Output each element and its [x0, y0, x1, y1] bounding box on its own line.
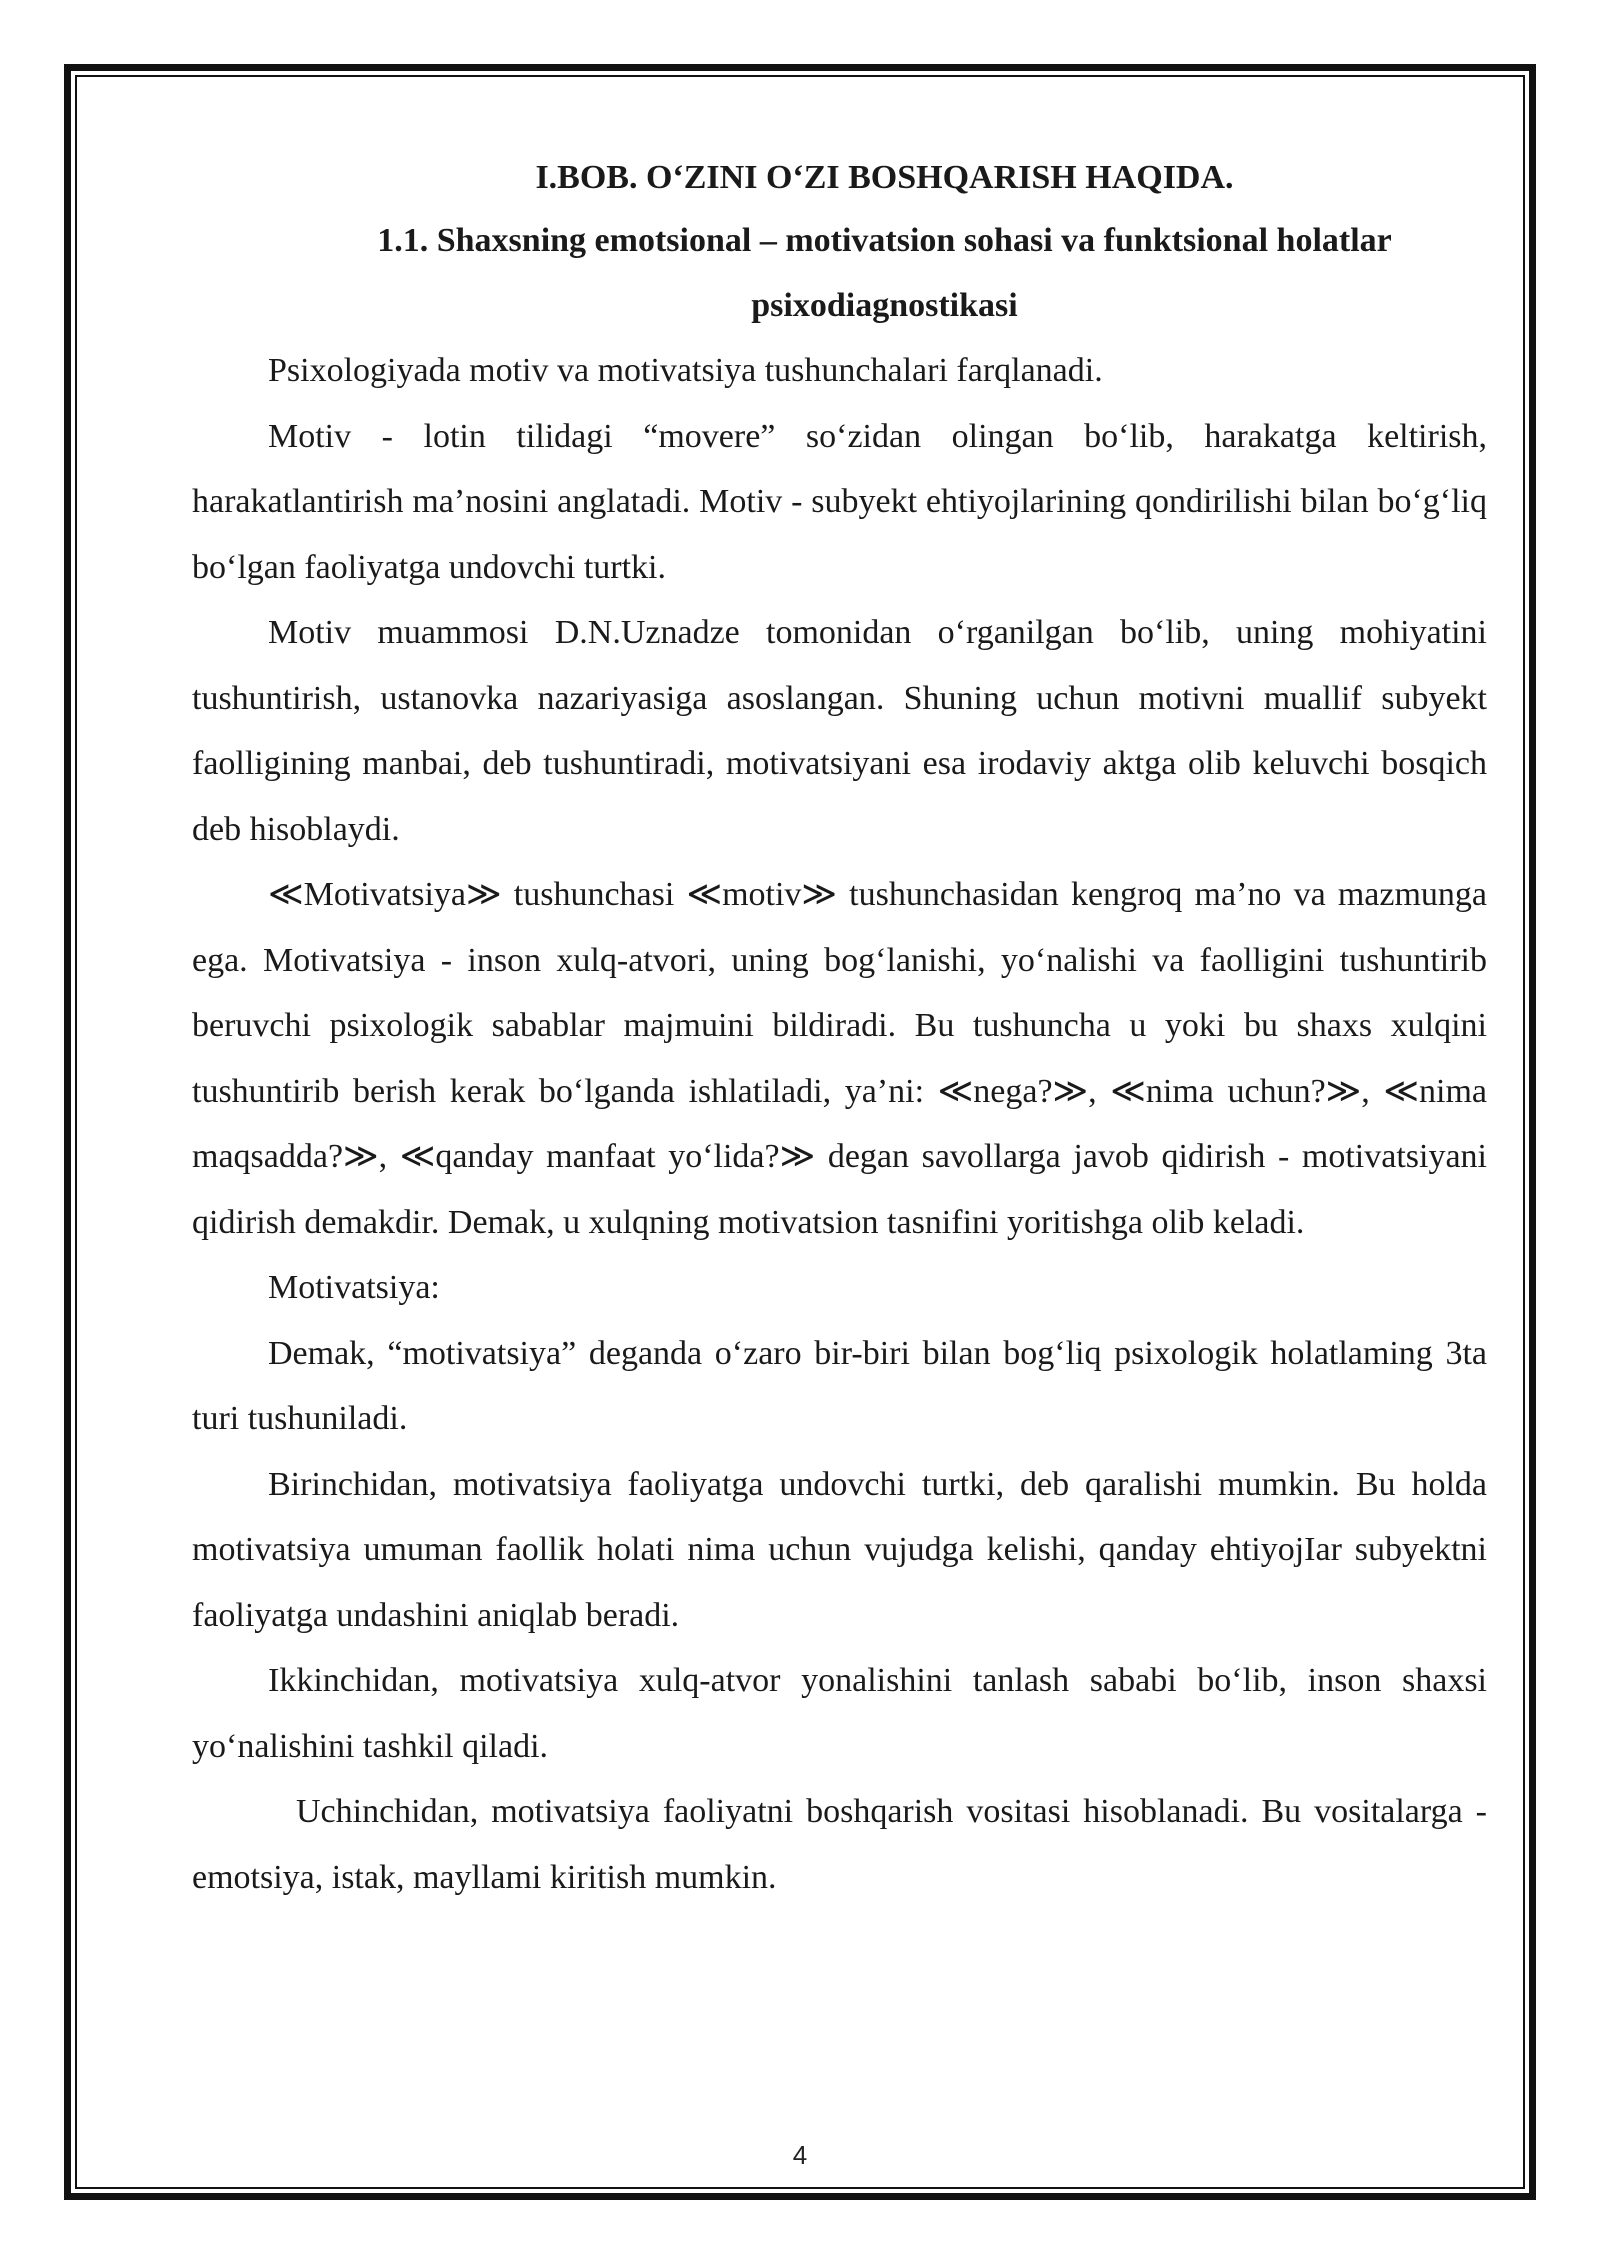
- section-title: 1.1. Shaxsning emotsional – motivatsion sohasi va funktsional holatlar psixodiagnostikasi: [377, 222, 1392, 324]
- paragraph-motivatsiya-concept: ≪Motivatsiya≫ tushunchasi ≪motiv≫ tushunchasidan kengroq ma’no va mazmunga ega. Motivatsiya - inson xulq-atvori, uning bog‘lanishi, yo‘nalishi va faolligini tushuntirib beruvchi psixologik sabablar majmuini bildiradi. Bu tushuncha u yoki bu shaxs xulqini tushuntirib berish kerak bo‘lganda ishlatiladi, ya’ni: ≪nega?≫, ≪nima uchun?≫, ≪nima maqsadda?≫, ≪qanday manfaat yo‘lida?≫ degan savollarga javob qidirish - motivatsiyani qidirish demakdir. Demak, u xulqning motivatsion tasnifini yoritishga olib keladi.: [192, 876, 1487, 1241]
- document-body: [192, 148, 1487, 1910]
- paragraph-third: Uchinchidan, motivatsiya faoliyatni boshqarish vositasi hisoblanadi. Bu vositalarga - emotsiya, istak, mayllami kiritish mumkin.: [192, 1793, 1487, 1896]
- page-number: 4: [792, 2140, 808, 2170]
- paragraph-first: Birinchidan, motivatsiya faoliyatga undovchi turtki, deb qaralishi mumkin. Bu holda motivatsiya umuman faollik holati nima uchun vujudga kelishi, qanday ehtiyojIar subyektni faoliyatga undashini aniqlab beradi.: [192, 1465, 1487, 1634]
- paragraph-uznadze: Motiv muammosi D.N.Uznadze tomonidan o‘rganilgan bo‘lib, uning mohiyatini tushuntirish, ustanovka nazariyasiga asoslangan. Shuning uchun motivni muallif subyekt faolligining manbai, deb tushuntiradi, motivatsiyani esa irodaviy aktga olib keluvchi bosqich deb hisoblaydi.: [192, 614, 1487, 848]
- paragraph-motivatsiya-label: Motivatsiya:: [268, 1269, 440, 1306]
- paragraph-three-types: Demak, “motivatsiya” deganda o‘zaro bir-biri bilan bog‘liq psixologik holatlaming 3ta turi tushuniladi.: [192, 1334, 1487, 1437]
- chapter-title: I.BOB. O‘ZINI O‘ZI BOSHQARISH HAQIDA.: [535, 159, 1234, 196]
- paragraph-second: Ikkinchidan, motivatsiya xulq-atvor yonalishini tanlash sababi bo‘lib, inson shaxsi yo‘nalishini tashkil qiladi.: [192, 1662, 1487, 1765]
- paragraph-intro: Psixologiyada motiv va motivatsiya tushunchalari farqlanadi.: [268, 352, 1103, 389]
- paragraph-motiv-definition: Motiv - lotin tilidagi “movere” so‘zidan olingan bo‘lib, harakatga keltirish, harakatlantirish ma’nosini anglatadi. Motiv - subyekt ehtiyojlarining qondirilishi bilan bo‘g‘liq bo‘lgan faoliyatga undovchi turtki.: [192, 417, 1487, 586]
